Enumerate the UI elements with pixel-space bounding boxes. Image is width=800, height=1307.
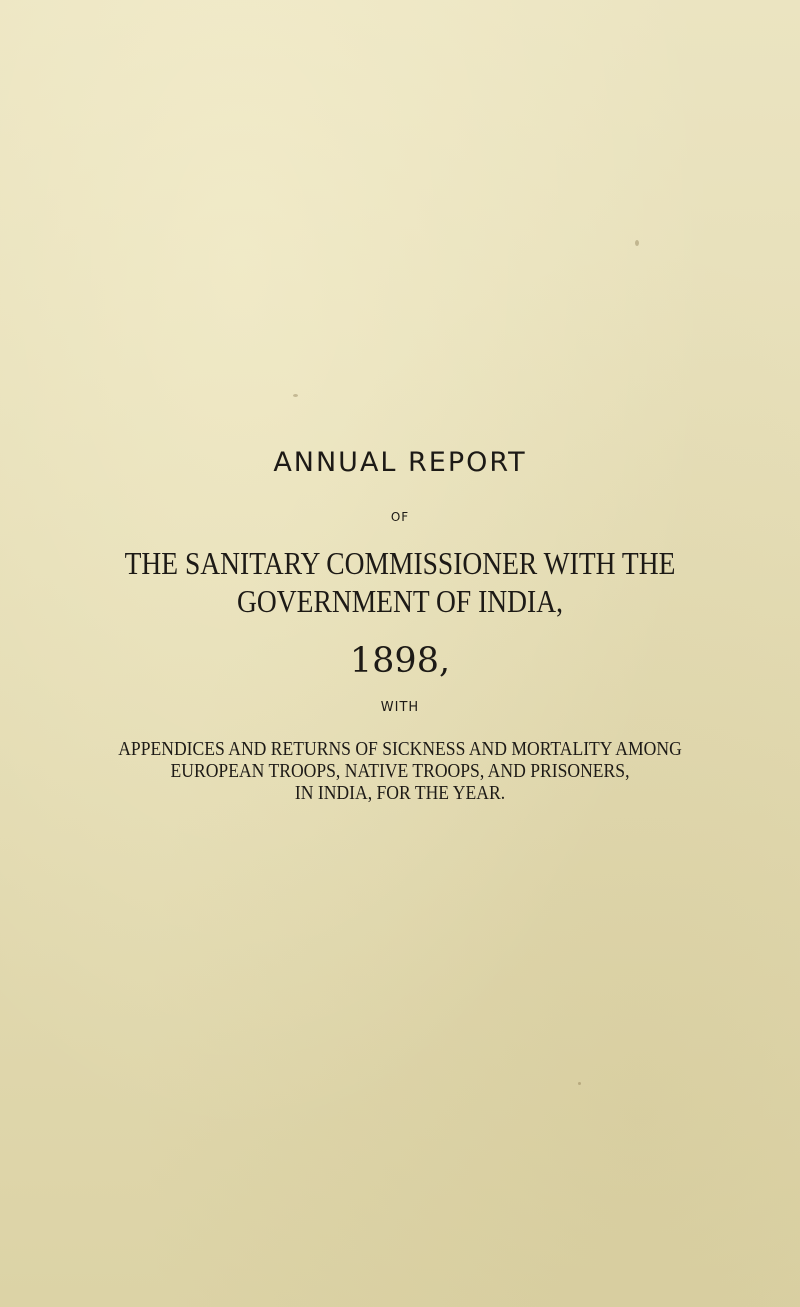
subtitle-line-3: IN INDIA, FOR THE YEAR. <box>294 782 506 804</box>
subtitle-line-1: APPENDICES AND RETURNS OF SICKNESS AND MORTALITY AMONG <box>118 738 682 760</box>
report-heading: ANNUAL REPORT <box>273 447 527 478</box>
paper-speck <box>293 394 298 397</box>
of-label: OF <box>390 510 410 524</box>
report-year: 1898, <box>349 641 451 681</box>
paper-speck <box>635 240 639 246</box>
with-label: WITH <box>380 700 420 715</box>
main-title-line-2: GOVERNMENT OF INDIA, <box>237 583 563 619</box>
main-title-line-1: THE SANITARY COMMISSIONER WITH THE <box>124 545 676 581</box>
subtitle-line-2: EUROPEAN TROOPS, NATIVE TROOPS, AND PRISONERS, <box>170 760 630 782</box>
paper-speck <box>578 1082 581 1085</box>
